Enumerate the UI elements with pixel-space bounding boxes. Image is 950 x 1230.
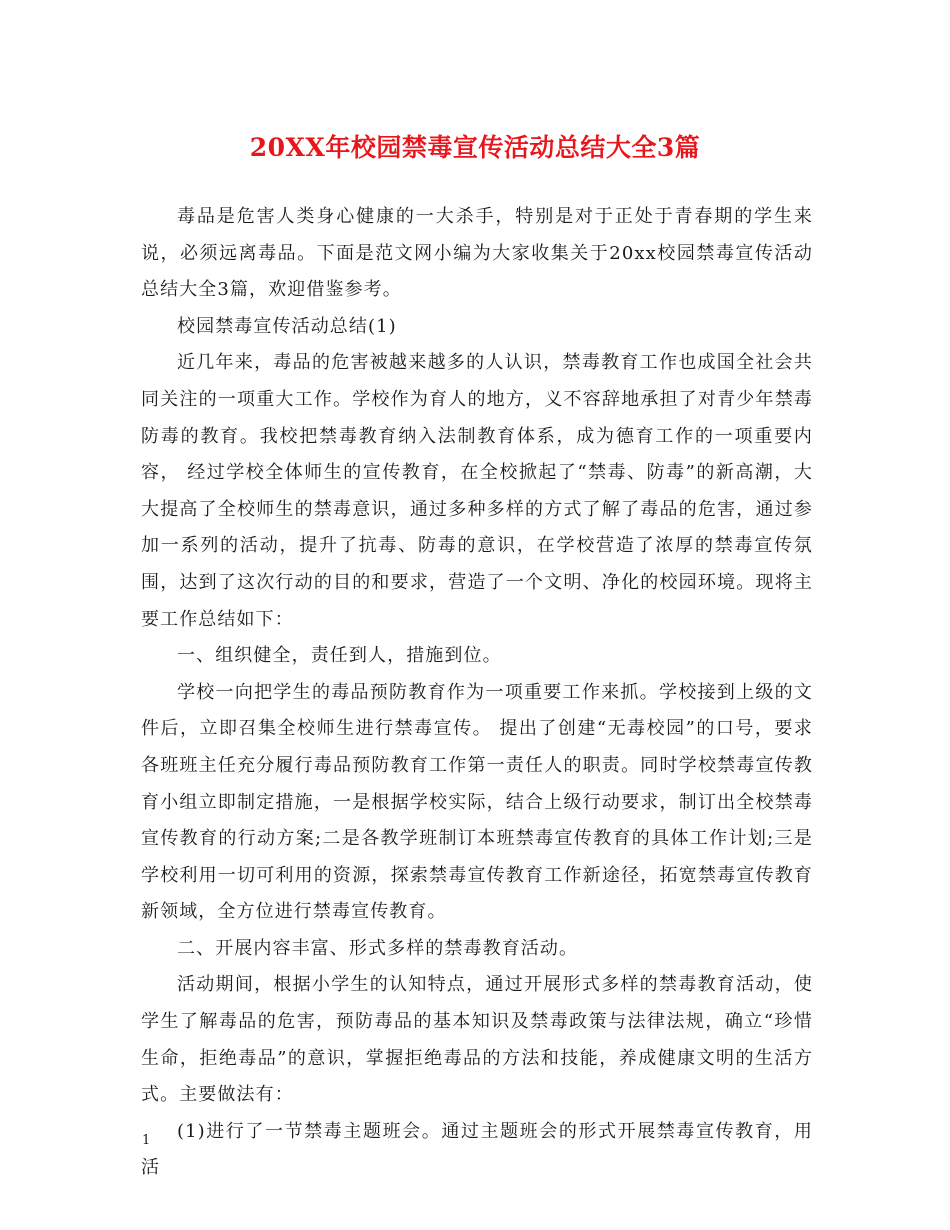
document-body (141, 199, 813, 1187)
body-paragraph: 活动期间，根据小学生的认知特点，通过开展形式多样的禁毒教育活动，使学生了解毒品的危害，预防毒品的基本知识及禁毒政策与法律法规，确立“珍惜生命，拒绝毒品”的意识，掌握拒绝毒品的方法和技能，养成健康文明的生活方式。主要做法有： (141, 974, 813, 1106)
page-number: 1 (142, 1133, 151, 1148)
body-paragraph: 近几年来，毒品的危害被越来越多的人认识，禁毒教育工作也成国全社会共同关注的一项重大工作。学校作为育人的地方，义不容辞地承担了对青少年禁毒防毒的教育。我校把禁毒教育纳入法制教育体系，成为德育工作的一项重要内容， 经过学校全体师生的宣传教育，在全校掀起了“禁毒、防毒”的新高潮，大大提高了全校师生的禁毒意识，通过多种多样的方式了解了毒品的危害，通过参加一系列的活动，提升了抗毒、防毒的意识，在学校营造了浓厚的禁毒宣传氛围，达到了这次行动的目的和要求，营造了一个文明、净化的校园环境。现将主要工作总结如下： (141, 352, 813, 630)
body-paragraph: (1)进行了一节禁毒主题班会。通过主题班会的形式开展禁毒宣传教育，用活 (141, 1120, 813, 1179)
section-heading-activities: 二、开展内容丰富、形式多样的禁毒教育活动。 (177, 937, 579, 959)
section-heading-summary-1: 校园禁毒宣传活动总结(1) (177, 315, 397, 337)
document-title: 20XX年校园禁毒宣传活动总结大全3篇 (249, 133, 701, 162)
intro-paragraph: 毒品是危害人类身心健康的一大杀手，特别是对于正处于青春期的学生来说，必须远离毒品。下面是范文网小编为大家收集关于20xx校园禁毒宣传活动总结大全3篇，欢迎借鉴参考。 (141, 206, 813, 301)
body-paragraph: 学校一向把学生的毒品预防教育作为一项重要工作来抓。学校接到上级的文件后，立即召集全校师生进行禁毒宣传。 提出了创建“无毒校园”的口号，要求各班班主任充分履行毒品预防教育工作第一责任人的职责。同时学校禁毒宣传教育小组立即制定措施，一是根据学校实际，结合上级行动要求，制订出全校禁毒宣传教育的行动方案;二是各教学班制订本班禁毒宣传教育的具体工作计划;三是学校利用一切可利用的资源，探索禁毒宣传教育工作新途径，拓宽禁毒宣传教育新领域，全方位进行禁毒宣传教育。 (141, 681, 813, 923)
section-heading-organization: 一、组织健全，责任到人，措施到位。 (177, 645, 502, 667)
